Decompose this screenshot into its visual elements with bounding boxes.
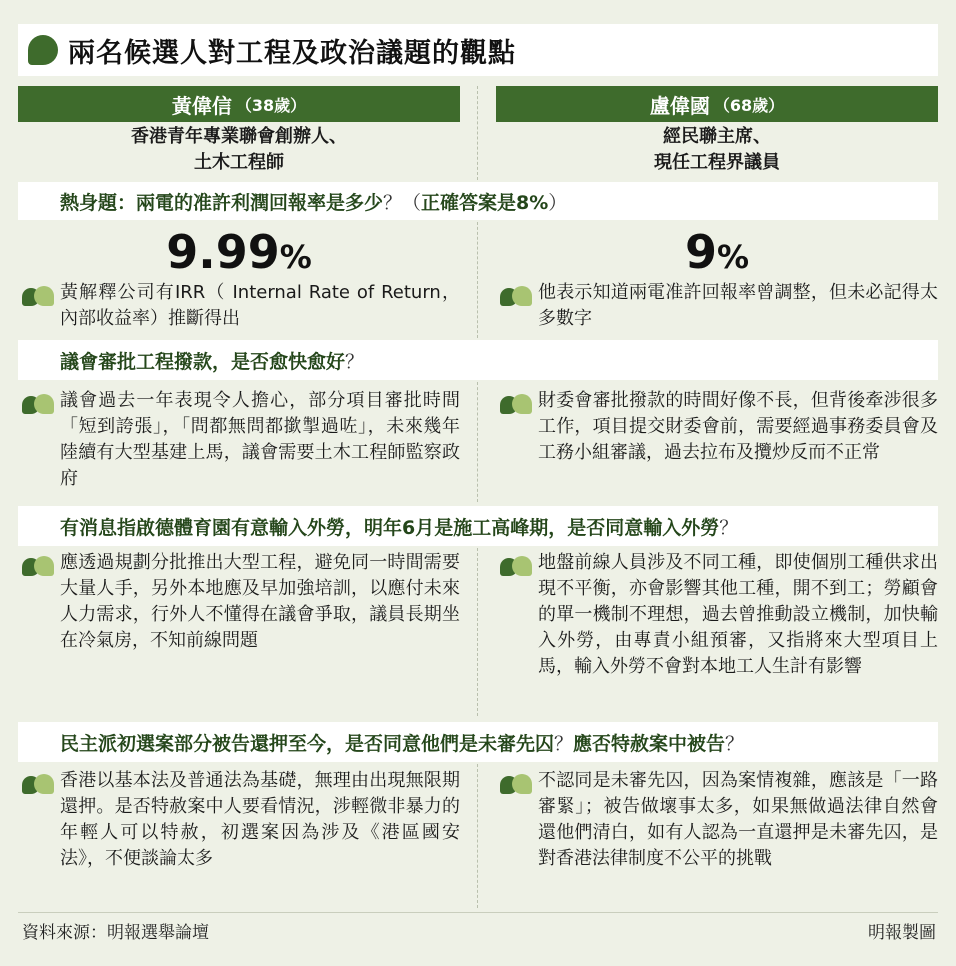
candidate-left-description [18, 124, 460, 180]
candidate-right-desc-line1: 經民聯主席、 [663, 126, 771, 147]
question-4-text2: 應否特赦案中被告 [573, 732, 726, 755]
footer-credit: 明報製圖 [868, 923, 936, 943]
candidate-right-age: （68歲） [713, 95, 785, 115]
question-3-mark: ？ [719, 516, 739, 539]
speech-bubble-icon [500, 774, 532, 796]
column-divider [477, 86, 478, 180]
question-band-4 [18, 722, 938, 762]
candidate-right-desc-line2: 現任工程界議員 [654, 152, 780, 173]
title-banner [18, 24, 938, 76]
answer-right-3-text: 地盤前線人員涉及不同工種，即使個別工種供求出現不平衡，亦會影響其他工種，開不到工；勞顧會的單一機制不理想，過去曾推動設立機制，加快輸入外勞，由專責小組預審，又指將來大型項目上馬，輸入外勞不會對本地工人生計有影響 [538, 552, 938, 677]
column-divider [477, 764, 478, 908]
left-number-value: 9.99 [166, 225, 280, 279]
column-divider [477, 548, 478, 716]
question-band-1 [18, 182, 938, 220]
candidate-left-desc-line2: 土木工程師 [194, 152, 284, 173]
page-title: 兩名候選人對工程及政治議題的觀點 [68, 37, 516, 69]
candidate-left-age: （38歲） [235, 95, 307, 115]
answer-right-2-text: 財委會審批撥款的時間好像不長，但背後牽涉很多工作，項目提交財委會前，需要經過事務委員會及工務小組審議，過去拉布及攬炒反而不正常 [538, 390, 938, 463]
right-number-value: 9 [684, 225, 717, 279]
left-answer-number [18, 226, 460, 278]
speech-bubble-icon [22, 774, 54, 796]
answer-left-1 [22, 280, 460, 332]
answer-left-2 [22, 388, 460, 492]
question-3-text: 有消息指啟德體育園有意輸入外勞，明年6月是施工高峰期，是否同意輸入外勞 [60, 516, 720, 539]
answer-right-4-text: 不認同是未審先囚，因為案情複雜，應該是「一路審緊」；被告做壞事太多，如果無做過法律自然會還他們清白，如有人認為一直還押是未審先囚，是對香港法律制度不公平的挑戰 [538, 770, 938, 869]
answer-left-3 [22, 550, 460, 654]
question-4-mark: ？ [554, 732, 574, 755]
answer-left-4-text: 香港以基本法及普通法為基礎，無理由出現無限期還押。是否特赦案中人要看情況，涉輕微非暴力的年輕人可以特赦，初選案因為涉及《港區國安法》，不便談論太多 [60, 770, 460, 869]
footer-divider [18, 912, 938, 913]
answer-left-2-text: 議會過去一年表現令人擔心，部分項目審批時間「短到誇張」，「問都無問都撳掣過咗」，未來幾年陸續有大型基建上馬，議會需要土木工程師監察政府 [60, 390, 460, 489]
question-1-text: 熱身題：兩電的准許利潤回報率是多少 [60, 191, 384, 214]
answer-right-1 [500, 280, 938, 332]
answer-left-3-text: 應透過規劃分批推出大型工程，避免同一時間需要大量人手，另外本地應及早加強培訓，以應付未來人力需求，行外人不懂得在議會爭取，議員長期坐在冷氣房，不知前線問題 [60, 552, 460, 651]
candidate-left-desc-line1: 香港青年專業聯會創辦人、 [131, 126, 347, 147]
candidate-right-header [496, 86, 938, 122]
answer-right-2 [500, 388, 938, 466]
speech-bubble-icon [500, 286, 532, 308]
right-number-unit: % [716, 238, 750, 276]
question-band-2 [18, 340, 938, 380]
question-1-mark: ？（ [383, 191, 422, 214]
answer-right-3 [500, 550, 938, 680]
speech-bubble-icon [500, 394, 532, 416]
answer-right-1-text: 他表示知道兩電准許回報率曾調整，但未必記得太多數字 [538, 282, 938, 329]
speech-bubble-icon [22, 286, 54, 308]
question-2-mark: ？ [345, 350, 365, 373]
question-1-answer-note: 正確答案是8% [421, 191, 549, 214]
answer-left-4 [22, 768, 460, 872]
candidate-right-description [496, 124, 938, 180]
question-2-text: 議會審批工程撥款，是否愈快愈好 [60, 350, 346, 373]
speech-bubble-icon [500, 556, 532, 578]
answer-left-1-text: 黃解釋公司有IRR（ Internal Rate of Return，內部收益率）推斷得出 [60, 282, 460, 329]
question-4-text: 民主派初選案部分被告還押至今，是否同意他們是未審先囚 [60, 732, 555, 755]
speech-bubble-icon [22, 556, 54, 578]
candidate-left-header [18, 86, 460, 122]
question-band-3 [18, 506, 938, 546]
candidate-right-name: 盧偉國 [649, 93, 710, 118]
footer-source: 資料來源：明報選舉論壇 [22, 923, 209, 943]
right-answer-number [496, 226, 938, 278]
question-1-end: ） [548, 191, 568, 214]
answer-right-4 [500, 768, 938, 872]
question-4-mark2: ？ [725, 732, 745, 755]
column-divider [477, 382, 478, 502]
speech-bubble-icon [22, 394, 54, 416]
left-number-unit: % [279, 238, 312, 276]
column-divider [477, 222, 478, 338]
speech-bubble-icon [28, 35, 58, 65]
candidate-left-name: 黃偉信 [171, 93, 232, 118]
